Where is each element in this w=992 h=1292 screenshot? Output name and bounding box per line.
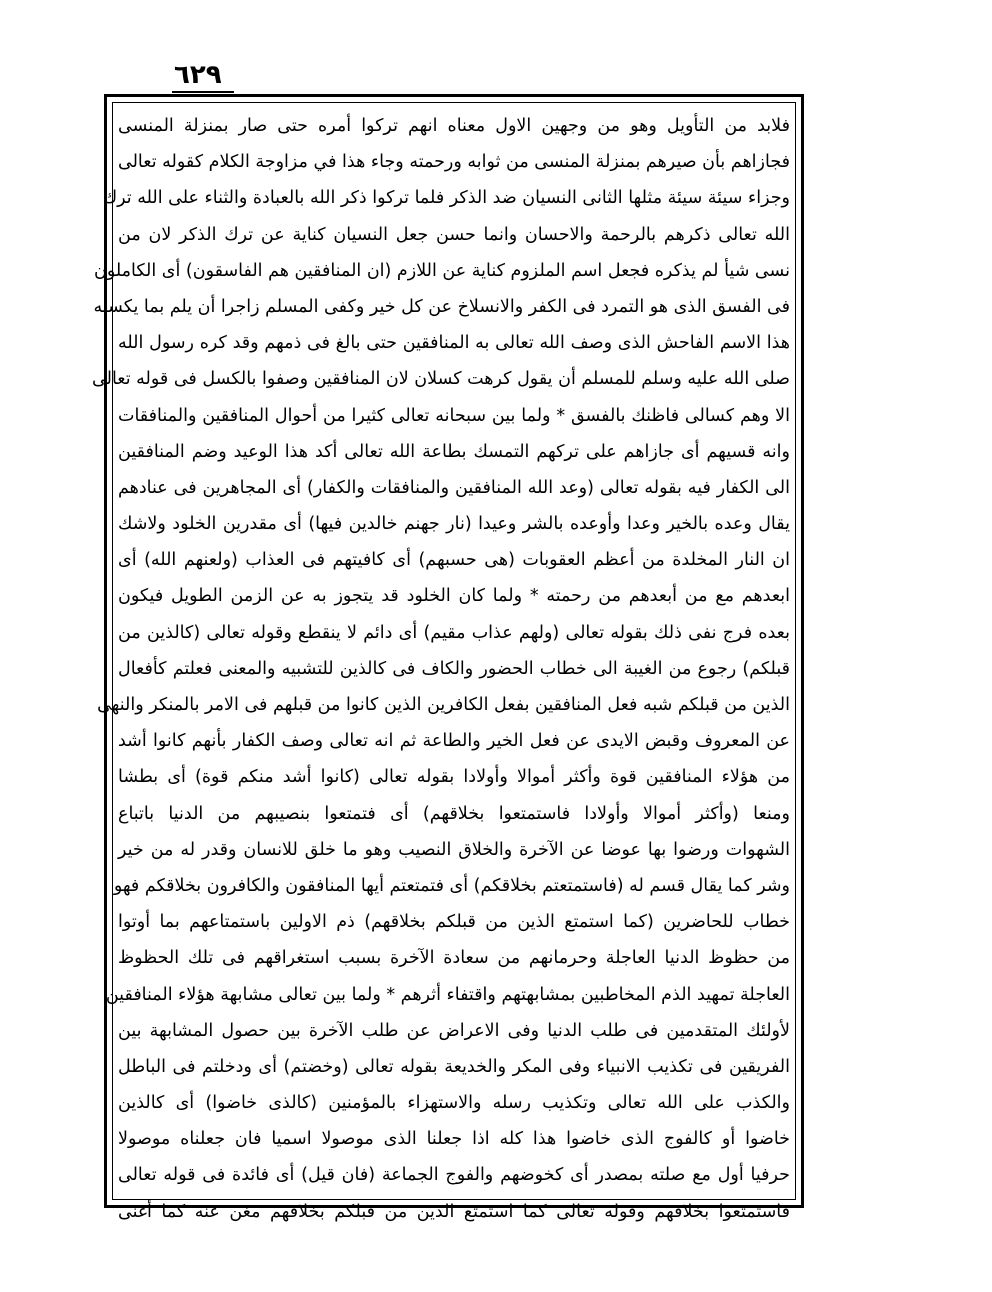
text-line: ابعدهم مع من أبعدهم من رحمته * ولما كان الخلود قد يتجوز به عن الزمن الطويل فيكون: [118, 586, 790, 607]
text-line: خاضوا أو كالفوج الذى خاضوا هذا كله اذا جعلنا الذى موصولا اسميا فان جعلناه موصولا: [118, 1129, 790, 1150]
text-line: فاستمتعوا بخلاقهم وقوله تعالى كما استمتع الذين من قبلكم بخلاقهم مغن عنه كما أغنى: [118, 1201, 790, 1222]
text-line: فلابد من التأويل وهو من وجهين الاول معناه انهم تركوا أمره حتى صار بمنزلة المنسى: [118, 116, 790, 136]
text-line: الى الكفار فيه بقوله تعالى (وعد الله المنافقين والمنافقات والكفار) أى المجاهرين فى عنادهم: [118, 477, 790, 498]
text-line: حرفيا أول مع صلته بمصدر أى كخوضهم والفوج الجماعة (فان قيل) أى فائدة فى قوله تعالى: [118, 1165, 790, 1186]
text-line: وجزاء سيئة سيئة مثلها الثانى النسيان ضد الذكر فلما تركوا ذكر الله بالعبادة والثناء على الله ترك: [102, 188, 790, 209]
text-line: ومنعا (وأكثر أموالا وأولادا فاستمتعوا بخلاقهم) أى فتمتعوا بنصيبهم من الدنيا باتباع: [118, 803, 790, 824]
text-line: فجازاهم بأن صيرهم بمنزلة المنسى من ثوابه ورحمته وجاء هذا في مزاوجة الكلام كقوله تعالى: [118, 152, 790, 173]
page-number: ٦٢٩: [174, 60, 222, 90]
text-line: العاجلة تمهيد الذم المخاطبين بمشابهتهم واقتفاء أثرهم * ولما بين تعالى مشابهة هؤلاء المنافقين: [105, 984, 790, 1005]
text-line: من هؤلاء المنافقين قوة وأكثر أموالا وأولادا بقوله تعالى (كانوا أشد منكم قوة) أى بطشا: [118, 767, 790, 788]
text-line: وانه قسيهم أى جازاهم على تركهم التمسك بطاعة الله تعالى أكد هذا الوعيد وضم المنافقين: [118, 441, 790, 462]
text-line: يقال وعده بالخير وعدا وأوعده بالشر وعيدا (نار جهنم خالدين فيها) أى مقدرين الخلود ولاشك: [118, 514, 790, 535]
text-line: الفريقين فى تكذيب الانبياء وفى المكر والخديعة بقوله تعالى (وخضتم) أى ودخلتم فى الباطل: [118, 1056, 790, 1077]
page-number-rule: [172, 91, 234, 93]
text-line: قبلكم) رجوع من الغيبة الى خطاب الحضور والكاف فى كالذين للتشبيه والمعنى فعلتم كأفعال: [118, 658, 790, 679]
text-line: خطاب للحاضرين (كما استمتع الذين من قبلكم بخلاقهم) ذم الاولين باستمتاعهم بما أوتوا: [118, 912, 790, 933]
text-line: عن المعروف وقبض الايدى عن فعل الخير والطاعة ثم انه تعالى وصف الكفار بأنهم كانوا أشد: [118, 731, 790, 752]
text-line: ان النار المخلدة من أعظم العقوبات (هى حسبهم) أى كافيتهم فى العذاب (ولعنهم الله) أى: [118, 550, 790, 571]
text-line: بعده فرج نفى ذلك بقوله تعالى (ولهم عذاب مقيم) أى دائم لا ينقطع وقوله تعالى (كالذين من: [118, 622, 790, 643]
text-line: فى الفسق الذى هو التمرد فى الكفر والانسلاخ عن كل خير وكفى المسلم زاجرا أن يلم بما يكسبه: [93, 296, 790, 317]
text-line: صلى الله عليه وسلم للمسلم أن يقول كرهت كسلان لان المنافقين وصفوا بالكسل فى قوله تعالى: [92, 369, 790, 390]
text-line: الشهوات ورضوا بها عوضا عن الآخرة والخلاق النصيب وهو ما خلق للانسان وقدر له من خير: [118, 839, 790, 860]
text-line: هذا الاسم الفاحش الذى وصف الله تعالى به المنافقين حتى بالغ فى ذمهم وقد كره رسول الله: [118, 333, 790, 354]
text-line: لأولئك المتقدمين فى طلب الدنيا وفى الاعراض عن طلب الآخرة بين حصول المشابهة بين: [118, 1020, 790, 1041]
text-line: الله تعالى ذكرهم بالرحمة والاحسان وانما حسن جعل النسيان كناية عن ترك الذكر لان من: [118, 224, 790, 245]
text-line: الذين من قبلكم شبه فعل المنافقين بفعل الكافرين الذين كانوا من قبلهم فى الامر بالمنكر والنهى: [97, 695, 790, 715]
text-line: الا وهم كسالى فاظنك بالفسق * ولما بين سبحانه تعالى كثيرا من أحوال المنافقين والمنافقات: [118, 405, 790, 426]
text-line: من حظوظ الدنيا العاجلة وحرمانهم من سعادة الآخرة بسبب استغراقهم فى تلك الحظوظ: [118, 948, 790, 969]
text-line: وشر كما يقال قسم له (فاستمتعتم بخلاقكم) أى فتمتعتم أيها المنافقون والكافرون بخلاقكم فهو: [113, 875, 790, 896]
text-line: نسى شيأ لم يذكره فجعل اسم الملزوم كناية عن اللازم (ان المنافقين هم الفاسقون) أى الكاملون: [93, 260, 790, 281]
text-line: والكذب على الله تعالى وتكذيب رسله والاستهزاء بالمؤمنين (كالذى خاضوا) أى كالذين: [118, 1093, 790, 1114]
main-text-block: [92, 108, 790, 1222]
